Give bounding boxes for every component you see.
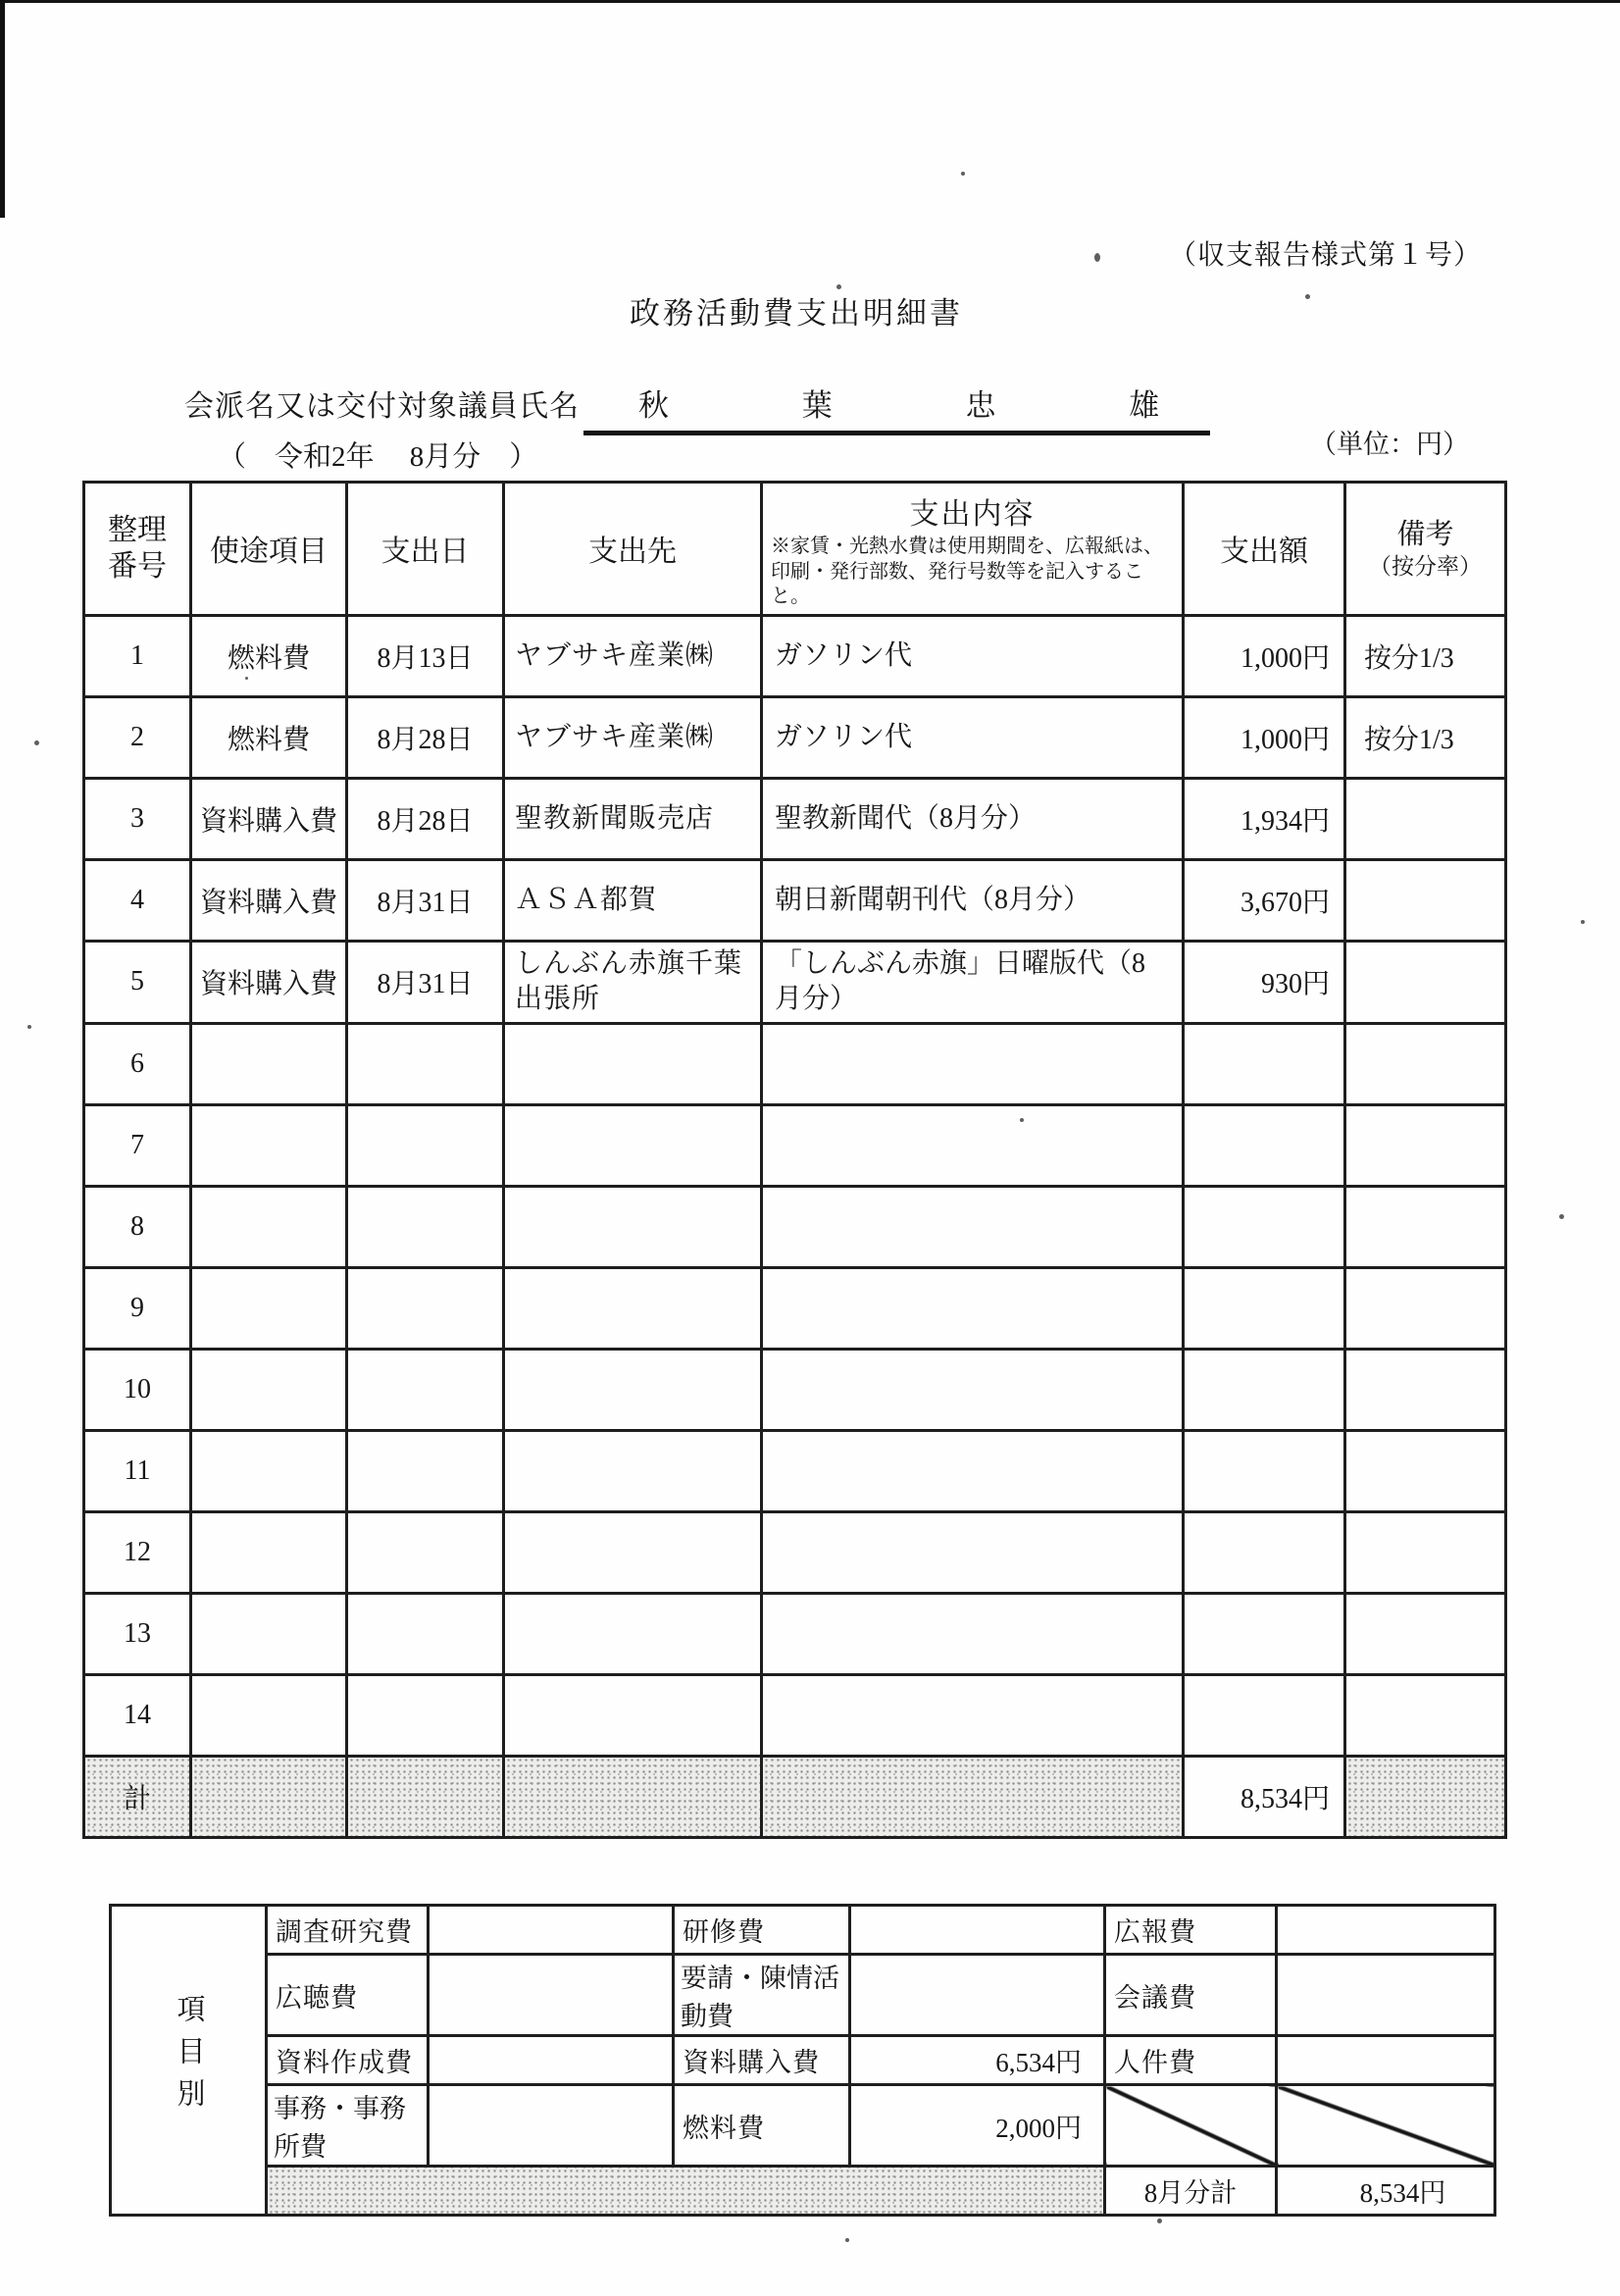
expense-row	[84, 778, 1506, 859]
col-header-content-title: 支出内容	[909, 498, 1036, 531]
expense-row	[84, 1430, 1506, 1511]
summary-side-label-cell	[111, 1906, 267, 2216]
expense-row	[84, 615, 1506, 696]
category-summary-table	[109, 1904, 1496, 2217]
cell-amount: 1,000円	[1184, 615, 1345, 696]
cell-category	[191, 1674, 347, 1756]
scan-speck	[1581, 920, 1585, 924]
cell-note	[1345, 1511, 1506, 1593]
cell-no: 5	[84, 941, 191, 1023]
cell-payee	[504, 1430, 762, 1511]
cell-date: 8月31日	[347, 941, 504, 1023]
header-row	[84, 483, 1506, 616]
cell-date: 8月28日	[347, 778, 504, 859]
expense-row	[84, 1104, 1506, 1186]
cell-amount	[1184, 1430, 1345, 1511]
cell-amount	[1184, 1267, 1345, 1349]
expense-row	[84, 1349, 1506, 1430]
col-header-content-note: ※家賃・光熱水費は使用期間を、広報紙は、印刷・発行部数、発行号数等を記入すること。	[771, 536, 1163, 608]
cell-category: 資料購入費	[191, 941, 347, 1023]
cell-category	[191, 1104, 347, 1186]
cell-note	[1345, 1430, 1506, 1511]
summary-total-shaded-cell	[267, 2167, 1105, 2216]
cell-date	[347, 1349, 504, 1430]
scan-speck	[1157, 2219, 1162, 2223]
expense-row	[84, 1267, 1506, 1349]
cell-note	[1345, 941, 1506, 1023]
cell-category	[191, 1430, 347, 1511]
scan-speck	[1559, 1214, 1564, 1219]
summary-total-amount: 8,534円	[1277, 2167, 1495, 2216]
summary-label: 会議費	[1105, 1955, 1277, 2036]
expense-row	[84, 696, 1506, 778]
cell-amount: 930円	[1184, 941, 1345, 1023]
summary-row	[111, 1906, 1495, 1955]
col-header-category: 使途項目	[191, 483, 347, 616]
form-code: （収支報告様式第１号）	[1169, 240, 1483, 271]
cell-content	[762, 1186, 1184, 1267]
summary-value	[1277, 2036, 1495, 2085]
summary-label: 事務・事務所費	[267, 2085, 429, 2167]
expense-row	[84, 1593, 1506, 1674]
cell-content: 朝日新聞朝刊代（8月分）	[762, 859, 1184, 941]
cell-category	[191, 1023, 347, 1104]
cell-date	[347, 1511, 504, 1593]
col-header-content	[762, 483, 1184, 616]
summary-label: 広報費	[1105, 1906, 1277, 1955]
summary-total-label: 8月分計	[1105, 2167, 1277, 2216]
cell-note: 按分1/3	[1345, 615, 1506, 696]
summary-row	[111, 2085, 1495, 2167]
unit-note: （単位：円）	[1310, 430, 1469, 459]
expense-row	[84, 941, 1506, 1023]
summary-side-label: 項目別	[173, 1993, 205, 2120]
cell-no: 6	[84, 1023, 191, 1104]
cell-date: 8月28日	[347, 696, 504, 778]
cell-no: 9	[84, 1267, 191, 1349]
total-shaded-cell	[347, 1756, 504, 1837]
expense-row	[84, 1511, 1506, 1593]
summary-value	[429, 2036, 674, 2085]
period-label: （ 令和2年 8月分 ）	[218, 441, 538, 473]
cell-payee	[504, 1593, 762, 1674]
expense-row	[84, 1023, 1506, 1104]
cell-content: ガソリン代	[762, 696, 1184, 778]
cell-date: 8月13日	[347, 615, 504, 696]
summary-value	[429, 1955, 674, 2036]
cell-payee	[504, 1511, 762, 1593]
cell-content	[762, 1511, 1184, 1593]
summary-value: 2,000円	[850, 2085, 1105, 2167]
cell-payee: ヤブサキ産業㈱	[504, 615, 762, 696]
cell-no: 3	[84, 778, 191, 859]
cell-payee	[504, 1674, 762, 1756]
col-header-date: 支出日	[347, 483, 504, 616]
cell-note	[1345, 1023, 1506, 1104]
cell-note	[1345, 1593, 1506, 1674]
scan-speck	[1094, 253, 1100, 262]
total-label: 計	[84, 1756, 191, 1837]
total-shaded-cell	[191, 1756, 347, 1837]
cell-no: 10	[84, 1349, 191, 1430]
summary-label: 燃料費	[674, 2085, 850, 2167]
summary-value	[429, 2085, 674, 2167]
cell-amount	[1184, 1511, 1345, 1593]
total-row	[84, 1756, 1506, 1837]
cell-payee	[504, 1186, 762, 1267]
cell-content	[762, 1593, 1184, 1674]
cell-category	[191, 1186, 347, 1267]
not-applicable-cell	[1277, 2085, 1495, 2167]
summary-label: 資料作成費	[267, 2036, 429, 2085]
summary-value	[850, 1906, 1105, 1955]
cell-category	[191, 1267, 347, 1349]
cell-category	[191, 1349, 347, 1430]
cell-amount	[1184, 1023, 1345, 1104]
scan-left-edge	[0, 0, 5, 218]
cell-payee: しんぶん赤旗千葉出張所	[504, 941, 762, 1023]
cell-payee: ヤブサキ産業㈱	[504, 696, 762, 778]
cell-content: 聖教新聞代（8月分）	[762, 778, 1184, 859]
cell-note	[1345, 1674, 1506, 1756]
summary-row	[111, 2036, 1495, 2085]
cell-no: 2	[84, 696, 191, 778]
cell-no: 12	[84, 1511, 191, 1593]
cell-no: 1	[84, 615, 191, 696]
summary-label: 要請・陳情活動費	[674, 1955, 850, 2036]
cell-no: 14	[84, 1674, 191, 1756]
cell-date	[347, 1267, 504, 1349]
member-name: 秋 葉 忠 雄	[583, 381, 1210, 435]
cell-amount	[1184, 1349, 1345, 1430]
cell-date	[347, 1430, 504, 1511]
col-header-note: 備考 （按分率）	[1345, 483, 1506, 616]
cell-payee	[504, 1104, 762, 1186]
cell-payee	[504, 1267, 762, 1349]
cell-amount	[1184, 1186, 1345, 1267]
cell-content	[762, 1104, 1184, 1186]
cell-category: 資料購入費	[191, 778, 347, 859]
cell-content: 「しんぶん赤旗」日曜版代（8月分）	[762, 941, 1184, 1023]
col-header-payee: 支出先	[504, 483, 762, 616]
cell-payee	[504, 1349, 762, 1430]
expense-row	[84, 1186, 1506, 1267]
summary-label: 研修費	[674, 1906, 850, 1955]
cell-payee: ＡＳＡ都賀	[504, 859, 762, 941]
cell-payee	[504, 1023, 762, 1104]
summary-value	[1277, 1906, 1495, 1955]
scan-top-edge	[0, 0, 1620, 3]
cell-payee: 聖教新聞販売店	[504, 778, 762, 859]
cell-no: 13	[84, 1593, 191, 1674]
cell-no: 8	[84, 1186, 191, 1267]
cell-note	[1345, 1349, 1506, 1430]
summary-value: 6,534円	[850, 2036, 1105, 2085]
cell-note	[1345, 859, 1506, 941]
member-name-label: 会派名又は交付対象議員氏名	[184, 390, 580, 423]
cell-content	[762, 1430, 1184, 1511]
expense-table	[82, 481, 1507, 1839]
cell-date	[347, 1674, 504, 1756]
cell-category: 資料購入費	[191, 859, 347, 941]
total-shaded-cell	[762, 1756, 1184, 1837]
cell-date	[347, 1593, 504, 1674]
cell-note	[1345, 1267, 1506, 1349]
cell-content	[762, 1267, 1184, 1349]
cell-note	[1345, 1186, 1506, 1267]
cell-amount	[1184, 1674, 1345, 1756]
cell-category	[191, 1593, 347, 1674]
not-applicable-cell	[1105, 2085, 1277, 2167]
summary-row	[111, 1955, 1495, 2036]
col-header-no: 整理番号	[84, 483, 191, 616]
summary-value	[1277, 1955, 1495, 2036]
cell-amount	[1184, 1104, 1345, 1186]
cell-content	[762, 1674, 1184, 1756]
cell-amount: 1,000円	[1184, 696, 1345, 778]
scan-speck	[845, 2238, 849, 2242]
cell-category: 燃料費	[191, 696, 347, 778]
page-title: 政務活動費支出明細書	[630, 296, 963, 331]
cell-date	[347, 1104, 504, 1186]
summary-total-row	[111, 2167, 1495, 2216]
member-name-line	[184, 381, 1210, 435]
cell-note	[1345, 778, 1506, 859]
expense-row	[84, 859, 1506, 941]
cell-category	[191, 1511, 347, 1593]
cell-content: ガソリン代	[762, 615, 1184, 696]
summary-label: 人件費	[1105, 2036, 1277, 2085]
summary-value	[850, 1955, 1105, 2036]
cell-amount: 1,934円	[1184, 778, 1345, 859]
cell-category: 燃料費	[191, 615, 347, 696]
summary-label: 資料購入費	[674, 2036, 850, 2085]
cell-no: 11	[84, 1430, 191, 1511]
cell-amount	[1184, 1593, 1345, 1674]
cell-no: 4	[84, 859, 191, 941]
cell-note: 按分1/3	[1345, 696, 1506, 778]
cell-content	[762, 1349, 1184, 1430]
scan-speck	[34, 740, 39, 745]
total-amount: 8,534円	[1184, 1756, 1345, 1837]
cell-amount: 3,670円	[1184, 859, 1345, 941]
summary-label: 調査研究費	[267, 1906, 429, 1955]
cell-date	[347, 1023, 504, 1104]
scan-speck	[27, 1025, 31, 1029]
col-header-amount: 支出額	[1184, 483, 1345, 616]
scan-speck	[961, 172, 965, 176]
total-shaded-cell	[504, 1756, 762, 1837]
cell-content	[762, 1023, 1184, 1104]
summary-label: 広聴費	[267, 1955, 429, 2036]
cell-note	[1345, 1104, 1506, 1186]
cell-date: 8月31日	[347, 859, 504, 941]
expense-row	[84, 1674, 1506, 1756]
total-shaded-cell	[1345, 1756, 1506, 1837]
cell-date	[347, 1186, 504, 1267]
cell-no: 7	[84, 1104, 191, 1186]
summary-value	[429, 1906, 674, 1955]
